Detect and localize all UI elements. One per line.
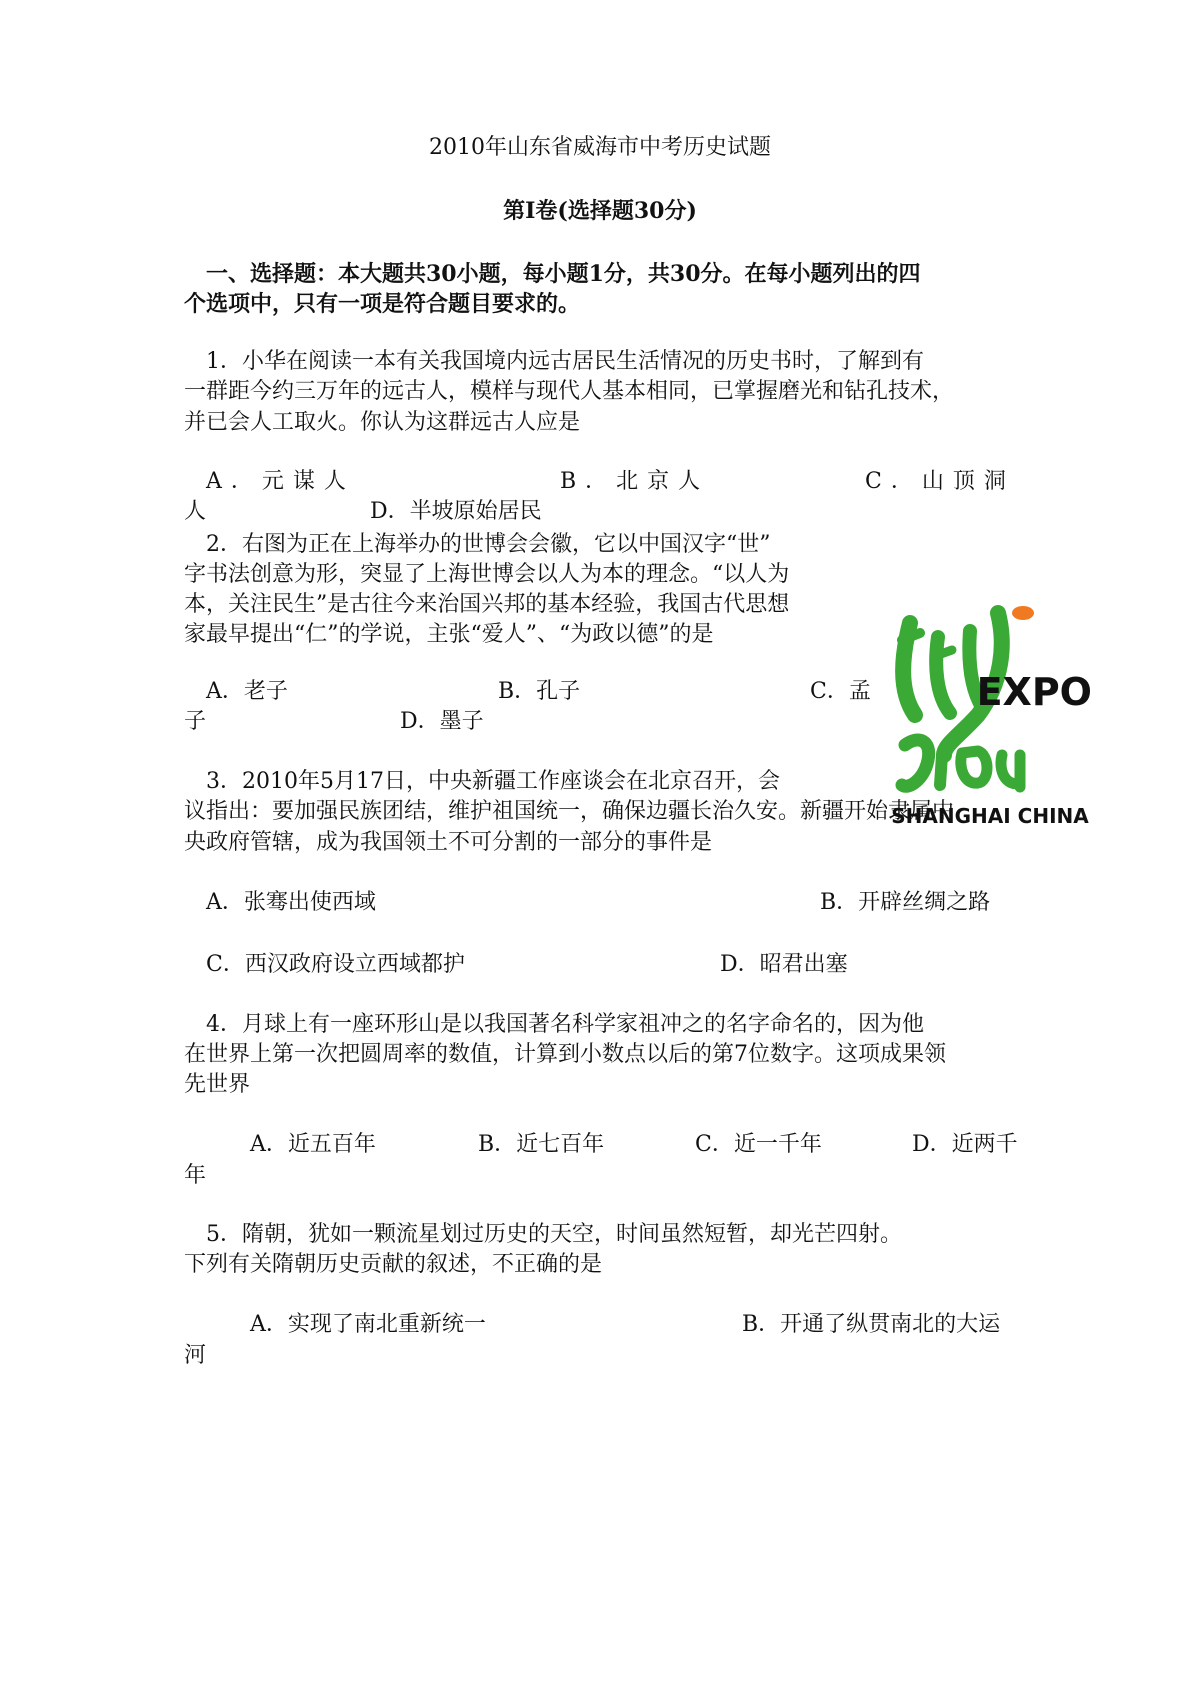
option-d: D．近两千 <box>912 1132 1018 1157</box>
question-1-line: 一群距今约三万年的远古人，模样与现代人基本相同，已掌握磨光和钻孔技术， <box>184 379 955 404</box>
question-3-line: 央政府管辖，成为我国领土不可分割的一部分的事件是 <box>184 830 713 855</box>
option-c: C．近一千年 <box>695 1132 822 1157</box>
option-a: A．近五百年 <box>250 1132 376 1157</box>
option-d: D．墨子 <box>400 709 484 734</box>
option-b: B．开辟丝绸之路 <box>820 890 991 915</box>
option-a: A．张骞出使西域 <box>206 890 376 915</box>
question-3-line: 议指出：要加强民族团结，维护祖国统一，确保边疆长治久安。新疆开始隶属中 <box>184 799 955 824</box>
option-a: A．实现了南北重新统一 <box>250 1312 486 1337</box>
question-2-line: 2．右图为正在上海举办的世博会会徽，它以中国汉字“世” <box>206 532 771 557</box>
option-a: A．老子 <box>206 679 288 704</box>
option-d-continued: 年 <box>184 1163 207 1188</box>
logo-expo-text: EXPO <box>976 670 1092 714</box>
option-c: C．西汉政府设立西域都护 <box>206 952 465 977</box>
option-c: C．山顶洞 <box>865 469 1015 494</box>
question-3-line: 3．2010年5月17日，中央新疆工作座谈会在北京召开，会 <box>206 769 780 794</box>
option-c: C．孟 <box>810 679 871 704</box>
question-4-line: 先世界 <box>184 1072 251 1097</box>
exam-title: 2010年山东省威海市中考历史试题 <box>429 135 771 160</box>
question-1-line: 1．小华在阅读一本有关我国境内远古居民生活情况的历史书时，了解到有 <box>206 349 924 374</box>
question-5-line: 下列有关隋朝历史贡献的叙述，不正确的是 <box>184 1252 603 1277</box>
question-2-line: 字书法创意为形，突显了上海世博会以人为本的理念。“以人为 <box>184 562 790 587</box>
question-1-line: 并已会人工取火。你认为这群远古人应是 <box>184 410 581 435</box>
option-d: D．半坡原始居民 <box>370 499 542 524</box>
option-a: A．元谋人 <box>206 469 355 494</box>
option-b: B．孔子 <box>498 679 581 704</box>
question-2-line: 家最早提出“仁”的学说，主张“爱人”、“为政以德”的是 <box>184 622 714 647</box>
question-5-line: 5．隋朝，犹如一颗流星划过历史的天空，时间虽然短暂，却光芒四射。 <box>206 1222 902 1247</box>
instructions-line: 个选项中，只有一项是符合题目要求的。 <box>184 291 581 317</box>
question-4-line: 在世界上第一次把圆周率的数值，计算到小数点以后的第7位数字。这项成果领 <box>184 1042 946 1067</box>
option-c-continued: 人 <box>184 499 207 524</box>
question-2-line: 本，关注民生”是古往今来治国兴邦的基本经验，我国古代思想 <box>184 592 790 617</box>
option-c-continued: 子 <box>184 709 207 734</box>
option-b: B．开通了纵贯南北的大运 <box>742 1312 1001 1337</box>
option-d: D．昭君出塞 <box>720 952 848 977</box>
section-title: 第Ⅰ卷(选择题30分) <box>503 198 697 224</box>
orange-dot <box>1012 606 1034 620</box>
option-b-continued: 河 <box>184 1343 207 1368</box>
option-b: B．北京人 <box>560 469 710 494</box>
question-4-line: 4．月球上有一座环形山是以我国著名科学家祖冲之的名字命名的，因为他 <box>206 1012 924 1037</box>
logo-city-text: SHANGHAI CHINA <box>891 804 1089 828</box>
option-b: B．近七百年 <box>478 1132 605 1157</box>
instructions-line: 一、选择题：本大题共30小题，每小题1分，共30分。在每小题列出的四 <box>206 261 921 287</box>
